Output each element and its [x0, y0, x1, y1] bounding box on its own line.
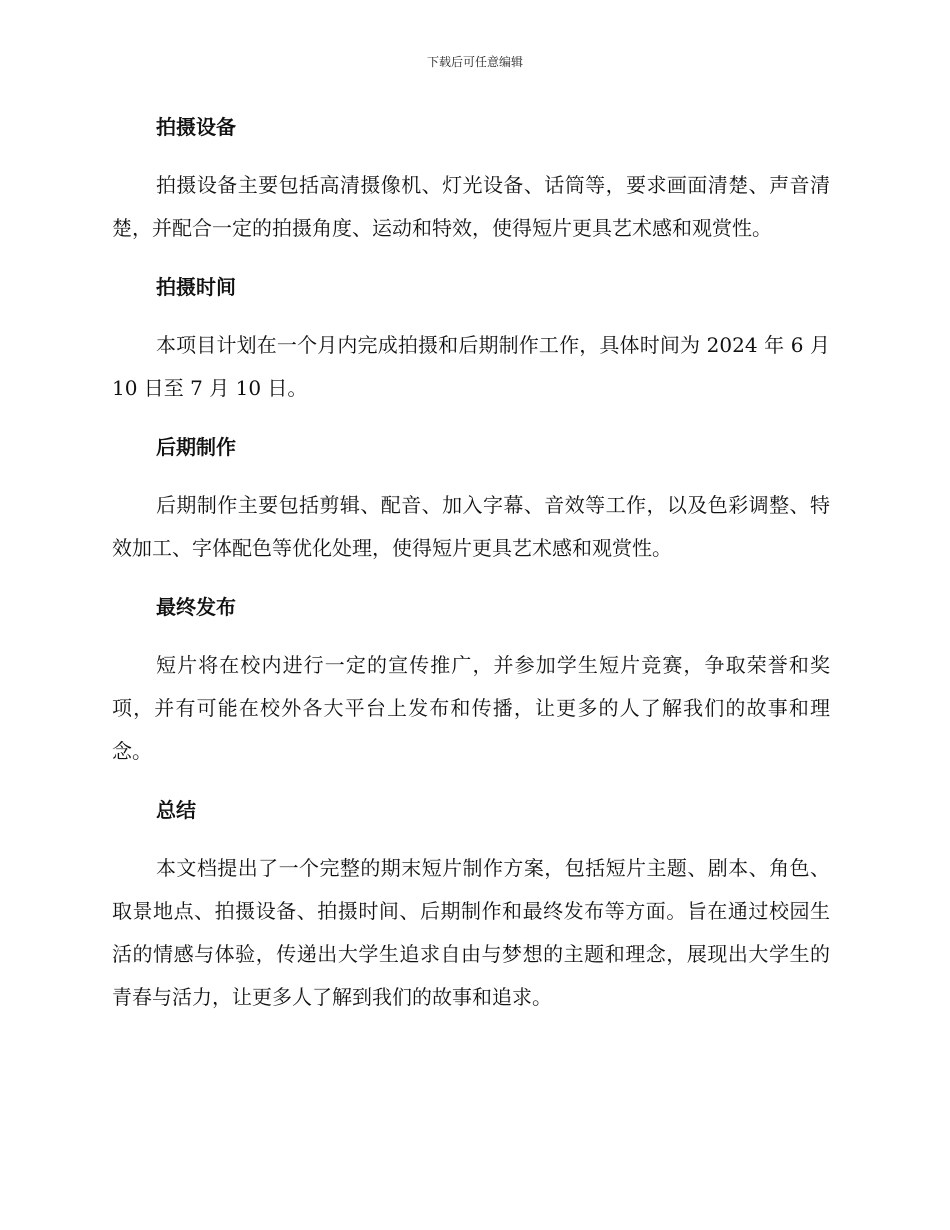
section-summary: [112, 791, 830, 1019]
section-final-release: [112, 588, 830, 773]
section-post-production: [112, 428, 830, 570]
section-heading: 后期制作: [156, 435, 236, 459]
section-paragraph: 本项目计划在一个月内完成拍摄和后期制作工作，具体时间为 2024 年 6 月 10 日至 7 月 10 日。: [112, 333, 830, 400]
section-heading: 拍摄设备: [156, 115, 236, 139]
document-body: [112, 108, 830, 1037]
section-paragraph: 本文档提出了一个完整的期末短片制作方案，包括短片主题、剧本、角色、取景地点、拍摄设备、拍摄时间、后期制作和最终发布等方面。旨在通过校园生活的情感与体验，传递出大学生追求自由与梦想的主题和理念，展现出大学生的青春与活力，让更多人了解到我们的故事和追求。: [112, 856, 830, 1009]
section-shooting-equipment: [112, 108, 830, 250]
section-heading: 总结: [156, 798, 196, 822]
section-heading: 拍摄时间: [156, 275, 236, 299]
page-header: 下载后可任意编辑: [426, 55, 523, 69]
section-shooting-time: [112, 268, 830, 410]
section-heading: 最终发布: [156, 595, 236, 619]
section-paragraph: 短片将在校内进行一定的宣传推广，并参加学生短片竞赛，争取荣誉和奖项，并有可能在校外各大平台上发布和传播，让更多的人了解我们的故事和理念。: [112, 653, 830, 763]
section-paragraph: 拍摄设备主要包括高清摄像机、灯光设备、话筒等，要求画面清楚、声音清楚，并配合一定的拍摄角度、运动和特效，使得短片更具艺术感和观赏性。: [112, 173, 830, 240]
section-paragraph: 后期制作主要包括剪辑、配音、加入字幕、音效等工作，以及色彩调整、特效加工、字体配色等优化处理，使得短片更具艺术感和观赏性。: [112, 493, 830, 560]
